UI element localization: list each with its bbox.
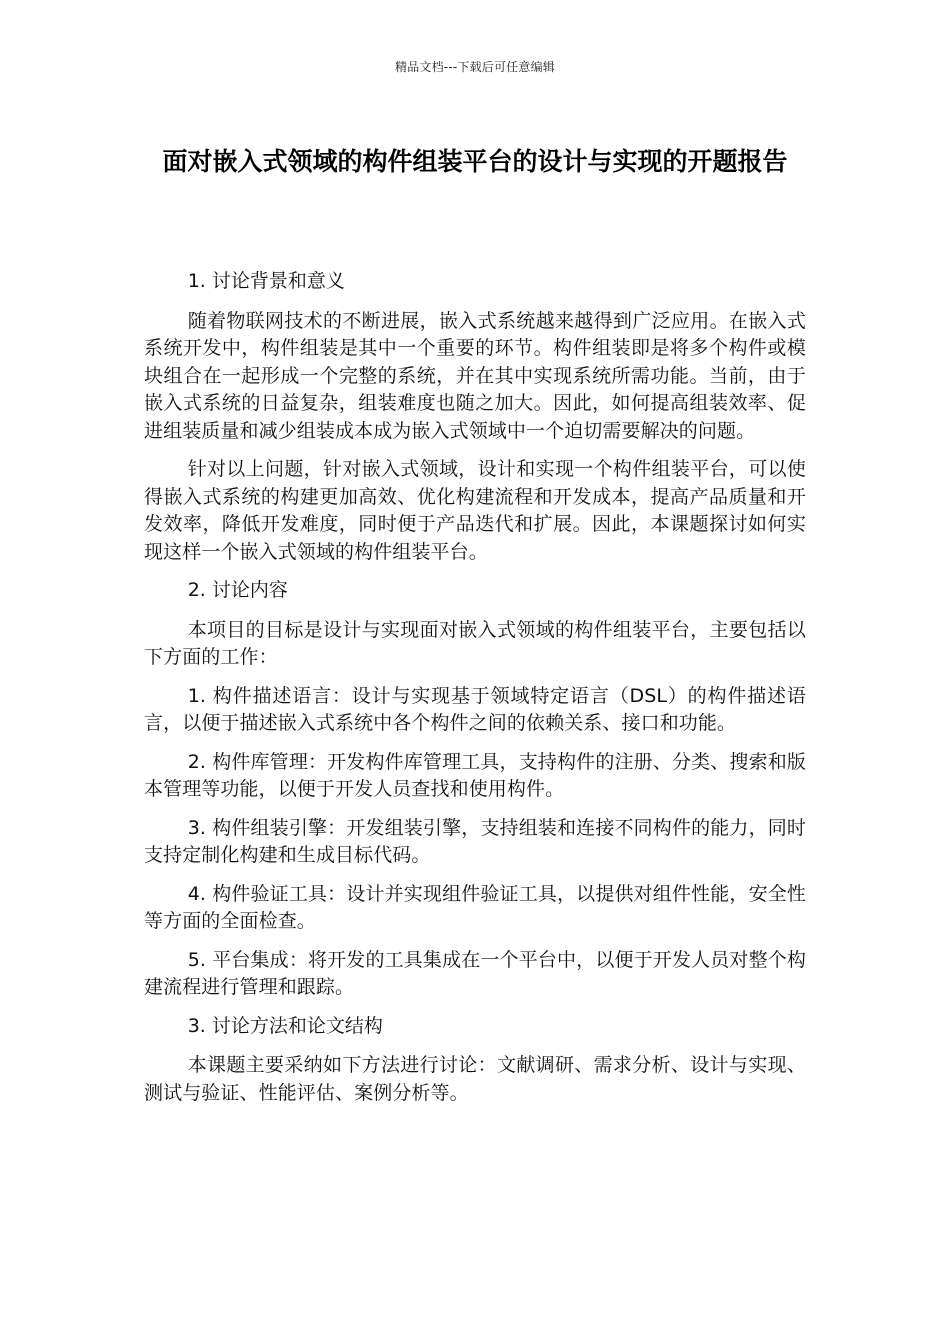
list-item-component-assembly-engine: 3. 构件组装引擎：开发组装引擎，支持组装和连接不同构件的能力，同时支持定制化构建和生成目标代码。 — [144, 816, 806, 866]
document-title: 面对嵌入式领域的构件组装平台的设计与实现的开题报告 — [162, 147, 788, 176]
section-heading-methods: 3. 讨论方法和论文结构 — [187, 1014, 383, 1037]
section-heading-content: 2. 讨论内容 — [187, 579, 288, 601]
paragraph-background-1: 随着物联网技术的不断进展，嵌入式系统越来越得到广泛应用。在嵌入式系统开发中，构件组装是其中一个重要的环节。构件组装即是将多个构件或模块组合在一起形成一个完整的系统，并在其中实现系统所需功能。当前，由于嵌入式系统的日益复杂，组装难度也随之加大。因此，如何提高组装效率、促进组装质量和减少组装成本成为嵌入式领域中一个迫切需要解决的问题。 — [144, 309, 806, 442]
list-item-component-verification-tool: 4. 构件验证工具：设计并实现组件验证工具，以提供对组件性能，安全性等方面的全面检查。 — [144, 882, 806, 932]
paragraph-methods: 本课题主要采纳如下方法进行讨论：文献调研、需求分析、设计与实现、测试与验证、性能评估、案例分析等。 — [144, 1054, 806, 1104]
paragraph-content-intro: 本项目的目标是设计与实现面对嵌入式领域的构件组装平台，主要包括以下方面的工作： — [144, 618, 806, 668]
header-note: 精品文档---下载后可任意编辑 — [395, 60, 555, 74]
list-item-platform-integration: 5. 平台集成：将开发的工具集成在一个平台中，以便于开发人员对整个构建流程进行管理和跟踪。 — [144, 948, 806, 998]
document-body — [144, 268, 806, 1118]
section-heading-background: 1. 讨论背景和意义 — [187, 270, 345, 292]
paragraph-background-2: 针对以上问题，针对嵌入式领域，设计和实现一个构件组装平台，可以使得嵌入式系统的构建更加高效、优化构建流程和开发成本，提高产品质量和开发效率，降低开发难度，同时便于产品迭代和扩展。因此，本课题探讨如何实现这样一个嵌入式领域的构件组装平台。 — [144, 458, 806, 563]
list-item-component-description-language: 1. 构件描述语言：设计与实现基于领域特定语言（DSL）的构件描述语言，以便于描述嵌入式系统中各个构件之间的依赖关系、接口和功能。 — [144, 684, 806, 734]
list-item-component-library-management: 2. 构件库管理：开发构件库管理工具，支持构件的注册、分类、搜索和版本管理等功能，以便于开发人员查找和使用构件。 — [144, 750, 806, 800]
